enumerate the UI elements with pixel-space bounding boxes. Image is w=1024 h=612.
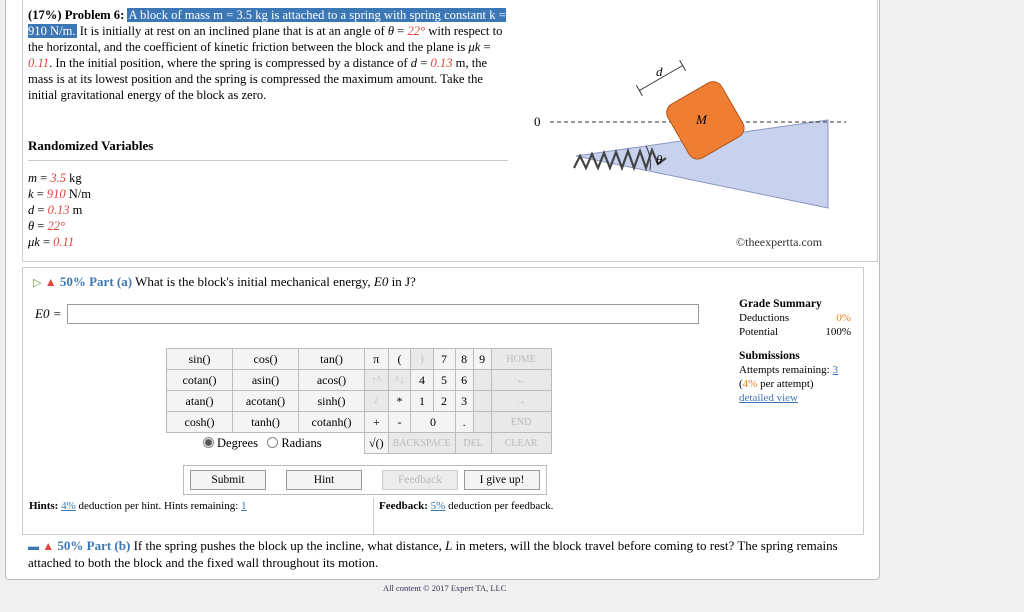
grade-summary-title: Grade Summary xyxy=(739,298,822,310)
problem-statement: (17%) Problem 6: A block of mass m = 3.5 kg is attached to a spring with spring constant k = 910 N/m. It is initially at rest on an inclined plane that is at an angle of θ = 22° with respect to the horizontal, and the coefficient of kinetic friction between the block and the plane is μk = 0.11. In the initial position, where the spring is compressed by a distance of d = 0.13 m, the mass is at its lowest position and the spring is compressed the maximum amount. Take the initial gravitational energy of the block as zero. xyxy=(28,8,506,102)
part-a-panel xyxy=(22,267,864,535)
variable-d: d = 0.13 m xyxy=(28,203,83,217)
expand-triangle-icon[interactable]: ▷ xyxy=(33,277,42,289)
divider xyxy=(373,498,374,534)
key-clear[interactable]: CLEAR xyxy=(491,433,551,454)
hint-button[interactable]: Hint xyxy=(286,470,362,490)
key-multiply[interactable]: * xyxy=(388,391,411,412)
key-acos[interactable]: acos() xyxy=(299,370,365,391)
radians-radio[interactable]: Radians xyxy=(267,436,321,450)
key-lparen[interactable]: ( xyxy=(388,349,411,370)
warning-icon: ▲ xyxy=(42,539,55,553)
key-backspace[interactable]: BACKSPACE xyxy=(388,433,455,454)
problem-number: (17%) Problem 6: xyxy=(28,8,125,22)
variable-mu: μk = 0.11 xyxy=(28,235,75,249)
key-spacer xyxy=(473,370,491,391)
key-sqrt[interactable]: √() xyxy=(365,433,389,454)
variable-k: k = 910 N/m xyxy=(28,187,91,201)
copyright-label: ©theexpertta.com xyxy=(736,235,823,249)
key-7[interactable]: 7 xyxy=(433,349,455,370)
key-1[interactable]: 1 xyxy=(411,391,433,412)
key-cos[interactable]: cos() xyxy=(233,349,299,370)
key-8[interactable]: 8 xyxy=(455,349,473,370)
key-spacer xyxy=(473,391,491,412)
grade-summary: Grade Summary Deductions 0% Potential 100% Submissions Attempts remaining: 3 (4% per attempt) detailed view xyxy=(739,298,851,404)
key-6[interactable]: 6 xyxy=(455,370,473,391)
part-a-title: ▷ ▲ 50% Part (a) What is the block's initial mechanical energy, E0 in J? xyxy=(33,274,416,289)
key-sinh[interactable]: sinh() xyxy=(299,391,365,412)
key-down[interactable]: ^↓ xyxy=(388,370,411,391)
hints-info: Hints: 4% deduction per hint. Hints remaining: 1 xyxy=(29,500,247,512)
zero-label: 0 xyxy=(534,114,541,129)
variable-m: m = 3.5 kg xyxy=(28,171,82,185)
warning-icon: ▲ xyxy=(44,275,57,289)
detailed-view-link[interactable]: detailed view xyxy=(739,392,798,404)
feedback-button[interactable]: Feedback xyxy=(382,470,458,490)
key-asin[interactable]: asin() xyxy=(233,370,299,391)
theta-label: θ xyxy=(656,152,663,167)
answer-input[interactable] xyxy=(67,304,699,324)
part-b-title[interactable]: ▬ ▲ 50% Part (b) If the spring pushes the block up the incline, what distance, L in meters, will the block travel before coming to rest? The spring remains attached to both the block and the fixed wall throughout its motion. xyxy=(28,538,838,570)
key-2[interactable]: 2 xyxy=(433,391,455,412)
key-tanh[interactable]: tanh() xyxy=(233,412,299,433)
divider xyxy=(28,160,508,161)
key-del[interactable]: DEL xyxy=(455,433,491,454)
angle-mode-selector xyxy=(203,436,322,451)
degrees-radio[interactable]: Degrees xyxy=(203,436,258,450)
key-cosh[interactable]: cosh() xyxy=(167,412,233,433)
feedback-info: Feedback: 5% deduction per feedback. xyxy=(379,500,554,512)
radio-unselected-icon xyxy=(267,437,278,448)
key-9[interactable]: 9 xyxy=(473,349,491,370)
action-buttons xyxy=(183,465,547,495)
variable-theta: θ = 22° xyxy=(28,219,65,233)
randomized-variables-title: Randomized Variables xyxy=(28,138,154,153)
key-4[interactable]: 4 xyxy=(411,370,433,391)
key-left-arrow[interactable]: ← xyxy=(491,370,551,391)
collapse-icon[interactable]: ▬ xyxy=(28,541,39,553)
give-up-button[interactable]: I give up! xyxy=(464,470,540,490)
key-divide[interactable]: / xyxy=(365,391,389,412)
key-cotan[interactable]: cotan() xyxy=(167,370,233,391)
highlighted-text: A block of mass m = 3.5 kg is attached to a spring with spring constant k = 910 N/m. xyxy=(28,8,506,38)
key-pi[interactable]: π xyxy=(365,349,389,370)
key-sin[interactable]: sin() xyxy=(167,349,233,370)
key-5[interactable]: 5 xyxy=(433,370,455,391)
key-up[interactable]: ↑^ xyxy=(365,370,389,391)
key-tan[interactable]: tan() xyxy=(299,349,365,370)
submit-button[interactable]: Submit xyxy=(190,470,266,490)
submissions-title: Submissions xyxy=(739,350,800,362)
key-0[interactable]: 0 xyxy=(411,412,455,433)
key-end[interactable]: END xyxy=(491,412,551,433)
key-acotan[interactable]: acotan() xyxy=(233,391,299,412)
footer-copyright: All content © 2017 Expert TA, LLC xyxy=(383,583,507,593)
mass-label: M xyxy=(696,112,707,127)
randomized-variables-list xyxy=(28,170,91,250)
key-atan[interactable]: atan() xyxy=(167,391,233,412)
radio-selected-icon xyxy=(203,437,214,448)
d-label: d xyxy=(656,64,663,79)
key-plus[interactable]: + xyxy=(365,412,389,433)
key-minus[interactable]: - xyxy=(388,412,411,433)
incline-diagram xyxy=(528,60,858,220)
key-rparen[interactable]: ) xyxy=(411,349,433,370)
key-3[interactable]: 3 xyxy=(455,391,473,412)
key-home[interactable]: HOME xyxy=(491,349,551,370)
answer-label: E0 = xyxy=(35,306,62,321)
key-spacer xyxy=(473,412,491,433)
key-dot[interactable]: . xyxy=(455,412,473,433)
key-right-arrow[interactable]: → xyxy=(491,391,551,412)
key-cotanh[interactable]: cotanh() xyxy=(299,412,365,433)
